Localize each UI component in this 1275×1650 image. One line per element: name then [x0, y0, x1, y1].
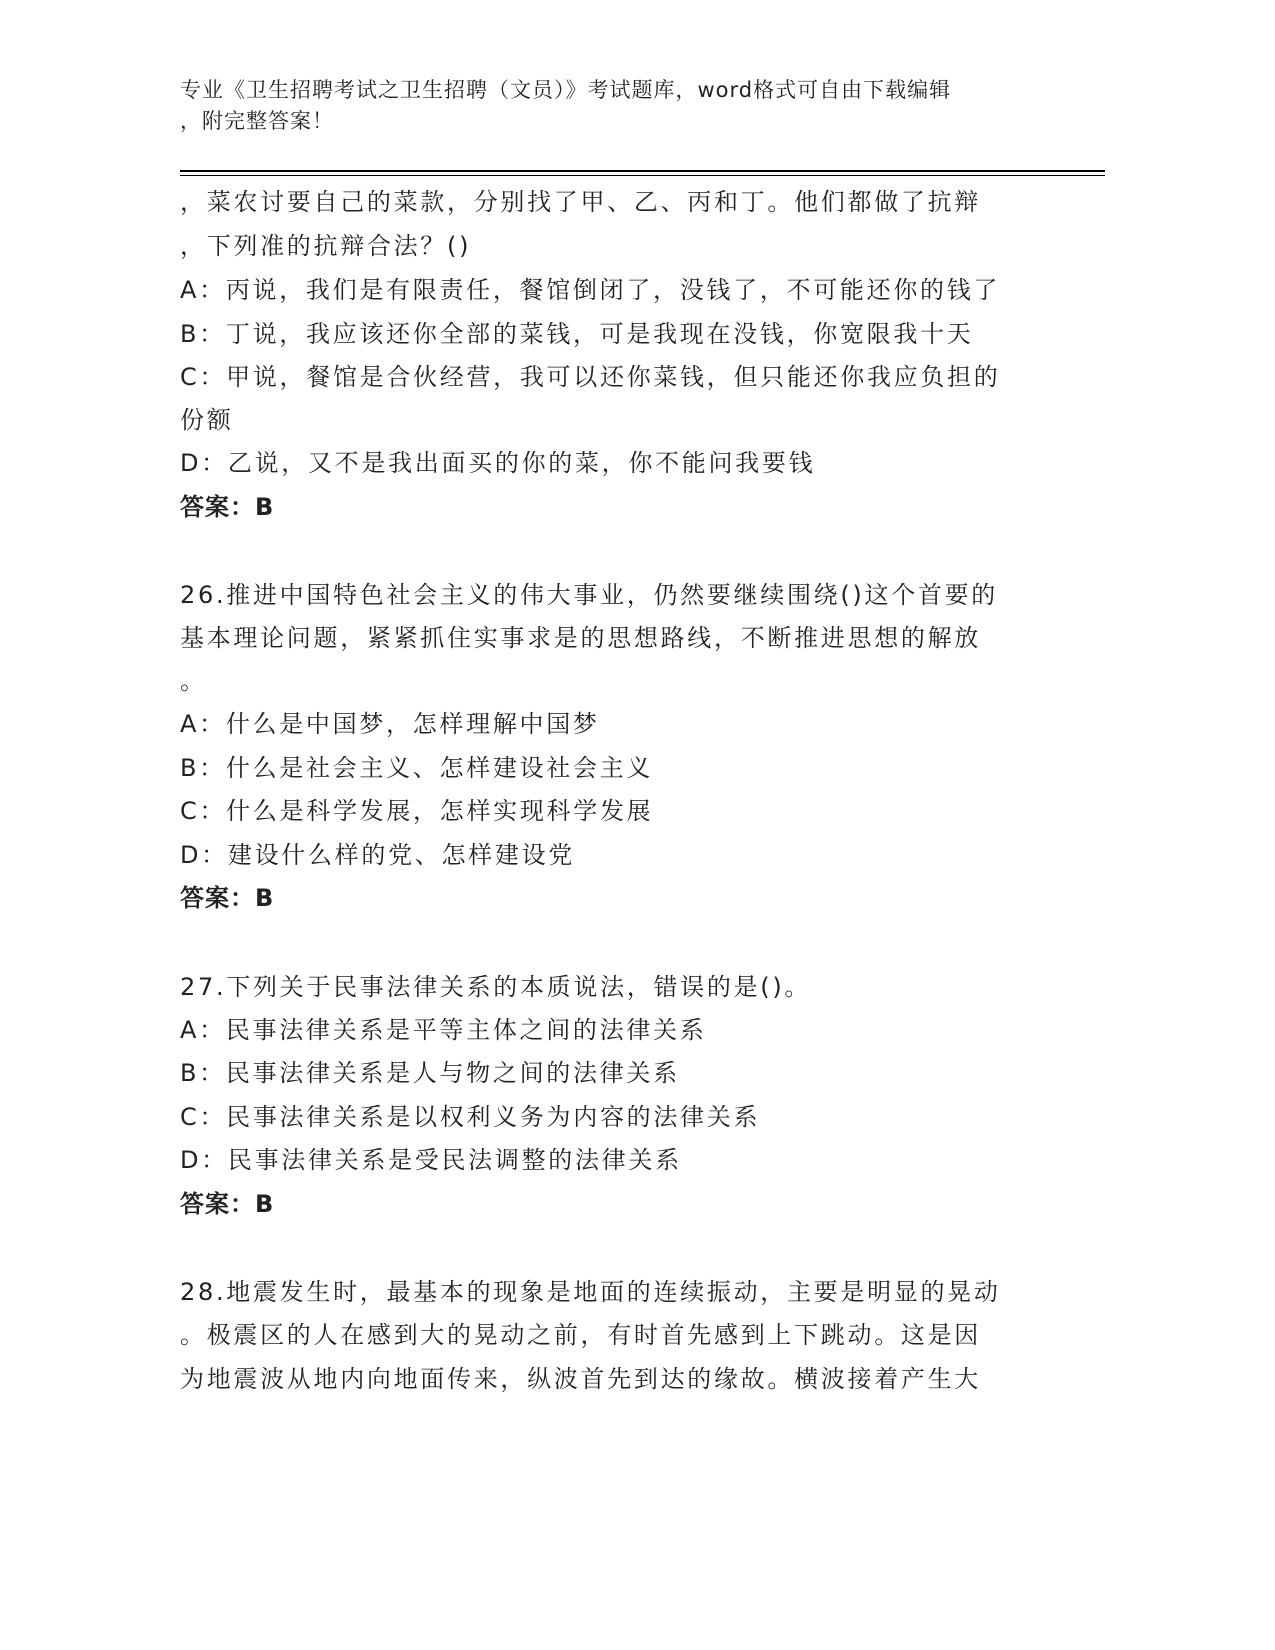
question-stem: 。 [180, 667, 207, 695]
answer: 答案：B [180, 1190, 275, 1218]
option-c: C：甲说，餐馆是合伙经营，我可以还你菜钱，但只能还你我应负担的 [180, 363, 1001, 391]
header-line: 专业《卫生招聘考试之卫生招聘（文员）》考试题库，word格式可自由下载编辑 [180, 78, 952, 102]
option-a: A：丙说，我们是有限责任，餐馆倒闭了，没钱了，不可能还你的钱了 [180, 276, 1001, 304]
question-stem: 为地震波从地内向地面传来，纵波首先到达的缘故。横波接着产生大 [180, 1365, 981, 1393]
option-b: B：丁说，我应该还你全部的菜钱，可是我现在没钱，你宽限我十天 [180, 320, 974, 348]
question-stem: 。极震区的人在感到大的晃动之前，有时首先感到上下跳动。这是因 [180, 1321, 981, 1349]
option-a: A：民事法律关系是平等主体之间的法律关系 [180, 1016, 707, 1044]
question-stem: 26.推进中国特色社会主义的伟大事业，仍然要继续围绕()这个首要的 [180, 581, 998, 609]
option-d: D：乙说，又不是我出面买的你的菜，你不能问我要钱 [180, 449, 816, 477]
header-divider [180, 170, 1105, 172]
option-c: C：什么是科学发展，怎样实现科学发展 [180, 797, 654, 825]
option-c-cont: 份额 [180, 406, 234, 434]
header-divider [180, 175, 1105, 176]
question-stem: ，下列准的抗辩合法？() [180, 232, 472, 260]
option-a: A：什么是中国梦，怎样理解中国梦 [180, 710, 600, 738]
question-stem: 28.地震发生时，最基本的现象是地面的连续振动，主要是明显的晃动 [180, 1278, 1001, 1306]
answer: 答案：B [180, 884, 275, 912]
option-c: C：民事法律关系是以权利义务为内容的法律关系 [180, 1103, 761, 1131]
question-stem: ，菜农讨要自己的菜款，分别找了甲、乙、丙和丁。他们都做了抗辩 [180, 188, 981, 216]
question-stem: 基本理论问题，紧紧抓住实事求是的思想路线，不断推进思想的解放 [180, 624, 981, 652]
option-d: D：建设什么样的党、怎样建设党 [180, 841, 575, 869]
option-b: B：民事法律关系是人与物之间的法律关系 [180, 1059, 680, 1087]
answer: 答案：B [180, 493, 275, 521]
option-d: D：民事法律关系是受民法调整的法律关系 [180, 1146, 682, 1174]
header-line: ，附完整答案！ [180, 109, 334, 133]
option-b: B：什么是社会主义、怎样建设社会主义 [180, 754, 654, 782]
question-stem: 27.下列关于民事法律关系的本质说法，错误的是()。 [180, 973, 812, 1001]
